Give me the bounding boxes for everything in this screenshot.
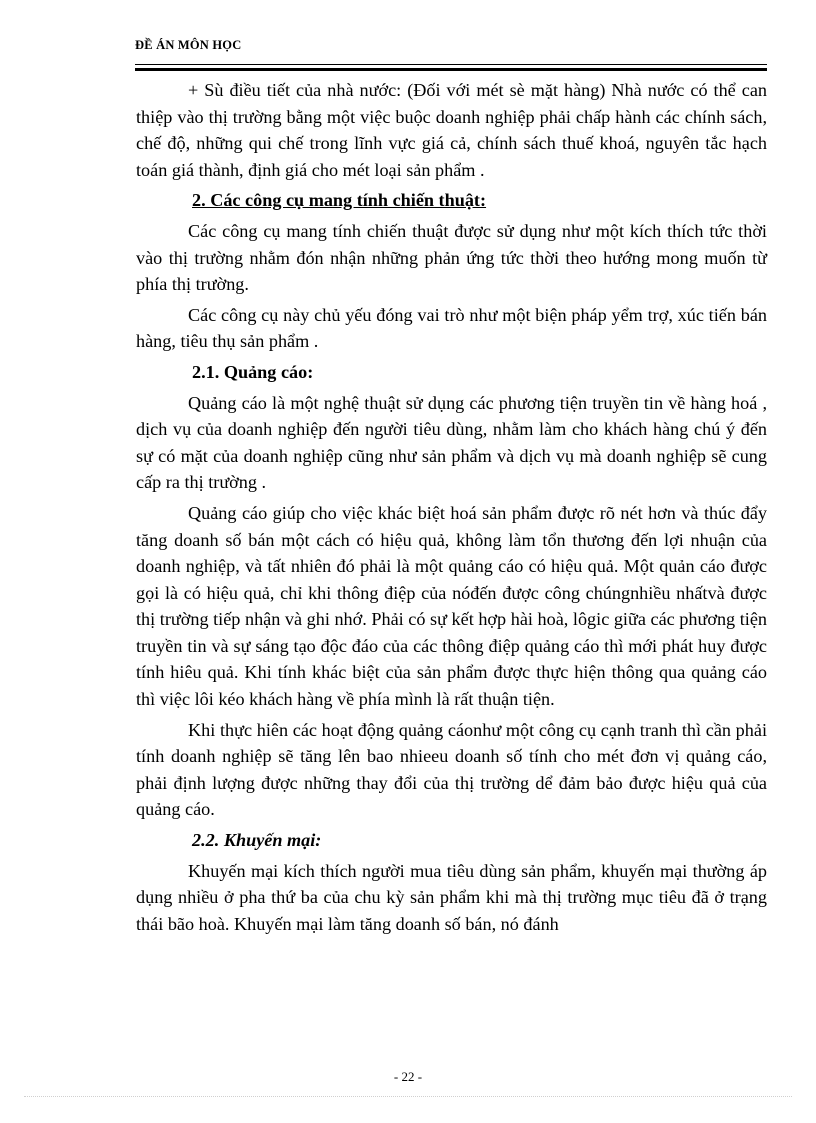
header-divider-thick: [135, 68, 767, 71]
paragraph-state-regulation: + Sù điều tiết của nhà nước: (Đối với mét sè mặt hàng) Nhà nước có thể can thiệp vào thị trường bằng một việc buộc doanh nghiệp phải chấp hành các chính sách, chế độ, những qui chế trong lĩnh vực giá cả, chính sách thuế khoá, nguyên tắc hạch toán giá thành, định giá cho mét loại sản phẩm .: [136, 80, 767, 180]
header-divider-thin: [135, 64, 767, 65]
paragraph-advertising-definition: Quảng cáo là một nghệ thuật sử dụng các phương tiện truyền tin về hàng hoá , dịch vụ của doanh nghiệp đến người tiêu dùng, nhằm làm cho khách hàng chú ý đến sự có mặt của doanh nghiệp cũng như sản phẩm và dịch vụ mà doanh nghiệp sẽ cung cấp ra thị trường .: [136, 392, 767, 493]
paragraph-tactical-tools-role: Các công cụ này chủ yếu đóng vai trò như một biện pháp yểm trợ, xúc tiến bán hàng, tiêu thụ sản phẩm .: [136, 304, 767, 352]
section-heading-tactical-tools-text: 2. Các công cụ mang tính chiến thuật:: [192, 190, 487, 211]
paragraph-advertising-effectiveness: Quảng cáo giúp cho việc khác biệt hoá sản phẩm được rõ nét hơn và thúc đẩy tăng doanh số bán một cách có hiệu quả, không làm tổn thương đến lợi nhuận của doanh nghiệp, và tất nhiên đó phải là một quảng cáo có hiệu quả. Một quản cáo được gọi là có hiệu quả, chỉ khi thông điệp của nóđến được công chúngnhiều nhấtvà được thị trường tiếp nhận và ghi nhớ. Phải có sự kết hợp hài hoà, lôgic giữa các phương tiện truyền tin và sự sáng tạo độc đáo của các thông điệp quảng cáo thì mới phát huy được tính hiêu quả. Khi tính khác biệt của sản phẩm được thực hiện thông qua quảng cáo thì việc lôi kéo khách hàng về phía mình là rất thuận tiện.: [136, 502, 767, 710]
section-heading-tactical-tools: [136, 187, 767, 214]
section-heading-promotion: 2.2. Khuyến mại:: [192, 830, 322, 851]
page-number: - 22 -: [393, 1069, 423, 1084]
page-bottom-divider: [24, 1096, 792, 1097]
document-header-title: ĐỀ ÁN MÔN HỌC: [135, 38, 242, 52]
paragraph-advertising-measurement: Khi thực hiên các hoạt động quảng cáonhư một công cụ cạnh tranh thì cần phải tính doanh nghiệp sẽ tăng lên bao nhieeu doanh số tính cho mét đơn vị quảng cáo, phải định lượng được những thay đổi của thị trường dể đảm bảo được hiệu quả của quảng cáo.: [136, 719, 767, 820]
section-heading-advertising: 2.1. Quảng cáo:: [192, 361, 314, 382]
document-body: [136, 77, 767, 941]
paragraph-tactical-tools-definition: Các công cụ mang tính chiến thuật được sử dụng như một kích thích tức thời vào thị trường nhằm đón nhận những phản ứng tức thời theo hướng mong muốn từ phía thị trường.: [136, 220, 767, 295]
paragraph-promotion: Khuyến mại kích thích người mua tiêu dùng sản phẩm, khuyến mại thường áp dụng nhiều ở pha thứ ba của chu kỳ sản phẩm khi mà thị trường mục tiêu đã ở trạng thái bão hoà. Khuyến mại làm tăng doanh số bán, nó đánh: [136, 860, 767, 934]
